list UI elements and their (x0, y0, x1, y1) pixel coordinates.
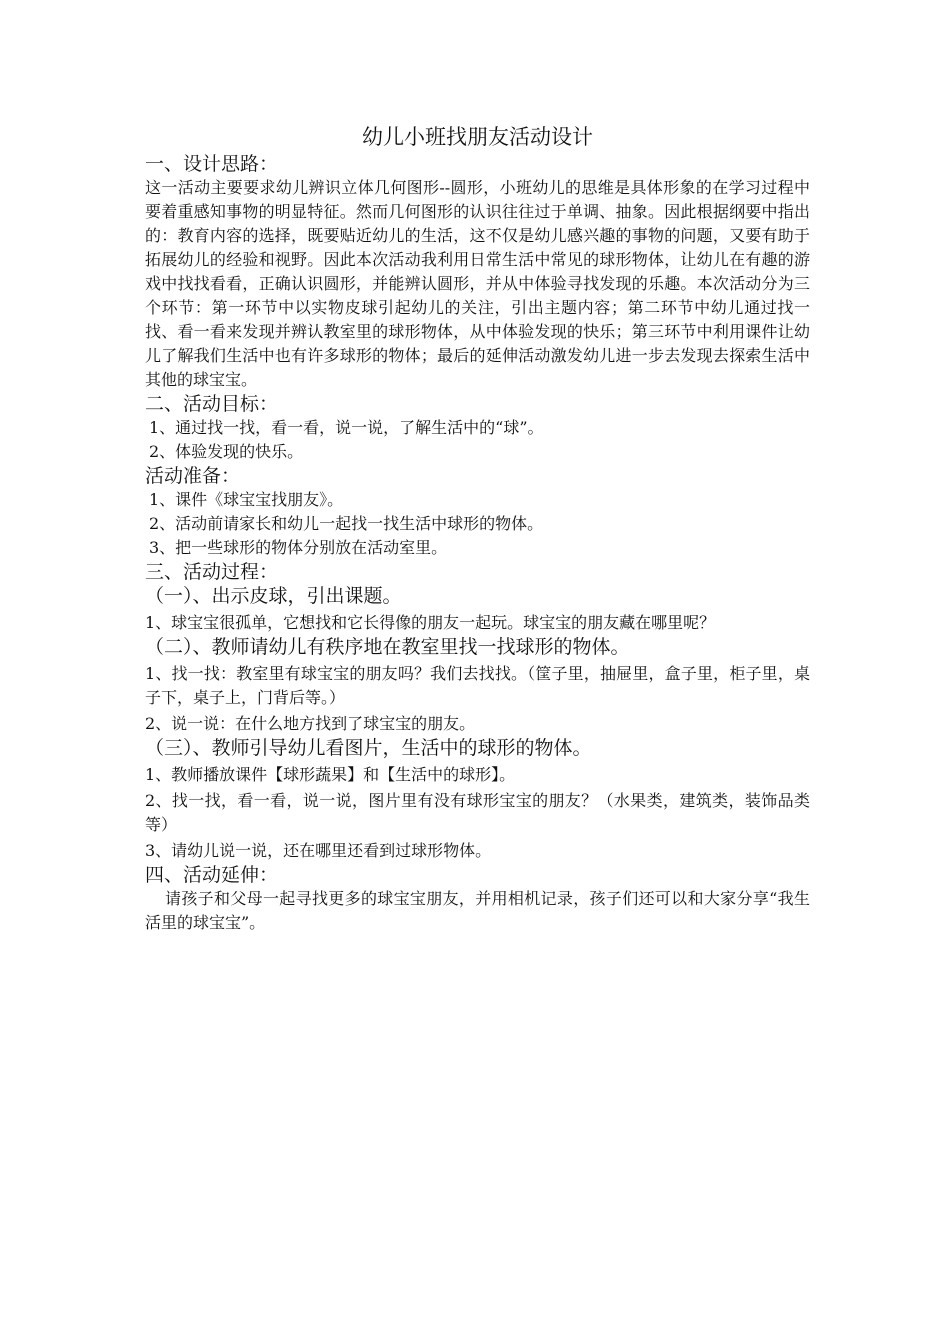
process-part-1-heading: （一）、出示皮球，引出课题。 (145, 585, 402, 607)
process-part-3-item-1: 1、教师播放课件【球形蔬果】和【生活中的球形】。 (145, 765, 516, 784)
process-part-3-item-2: 2、找一找，看一看，说一说，图片里有没有球形宝宝的朋友？（水果类，建筑类，装饰品类等） (145, 791, 810, 834)
preparation-item-3: 3、把一些球形的物体分别放在活动室里。 (149, 538, 448, 557)
document-title: 幼儿小班找朋友活动设计 (362, 125, 593, 149)
process-part-2-heading: （二）、教师请幼儿有秩序地在教室里找一找球形的物体。 (145, 636, 630, 658)
section-heading-preparation: 活动准备： (145, 465, 241, 487)
section-heading-process: 三、活动过程： (145, 561, 279, 583)
section-heading-design-idea: 一、设计思路： (145, 153, 279, 175)
section-heading-extension: 四、活动延伸： (145, 864, 279, 886)
process-part-3-heading: （三）、教师引导幼儿看图片，生活中的球形的物体。 (145, 737, 592, 759)
process-part-2-item-2: 2、说一说：在什么地方找到了球宝宝的朋友。 (145, 714, 476, 733)
section-heading-objectives: 二、活动目标： (145, 393, 279, 415)
extension-paragraph: 请孩子和父母一起寻找更多的球宝宝朋友，并用相机记录，孩子们还可以和大家分享“我生活里的球宝宝”。 (145, 889, 810, 932)
objective-item-1: 1、通过找一找，看一看，说一说，了解生活中的“球”。 (149, 418, 544, 437)
preparation-item-2: 2、活动前请家长和幼儿一起找一找生活中球形的物体。 (149, 514, 544, 533)
objective-item-2: 2、体验发现的快乐。 (149, 442, 304, 461)
process-part-3-item-3: 3、请幼儿说一说，还在哪里还看到过球形物体。 (145, 841, 492, 860)
process-part-1-item-1: 1、球宝宝很孤单，它想找和它长得像的朋友一起玩。球宝宝的朋友藏在哪里呢？ (145, 613, 716, 632)
document-page (145, 122, 810, 935)
design-idea-paragraph: 这一活动主要要求幼儿辨识立体几何图形--圆形，小班幼儿的思维是具体形象的在学习过程中要着重感知事物的明显特征。然而几何图形的认识往往过于单调、抽象。因此根据纲要中指出的：教育内容的选择，既要贴近幼儿的生活，这不仅是幼儿感兴趣的事物的问题，又要有助于拓展幼儿的经验和视野。因此本次活动我利用日常生活中常见的球形物体，让幼儿在有趣的游戏中找找看看，正确认识圆形，并能辨认圆形，并从中体验寻找发现的乐趣。本次活动分为三个环节：第一环节中以实物皮球引起幼儿的关注，引出主题内容；第二环节中幼儿通过找一找、看一看来发现并辨认教室里的球形物体，从中体验发现的快乐；第三环节中利用课件让幼儿了解我们生活中也有许多球形的物体；最后的延伸活动激发幼儿进一步去发现去探索生活中其他的球宝宝。 (145, 178, 810, 389)
preparation-item-1: 1、课件《球宝宝找朋友》。 (149, 490, 344, 509)
process-part-2-item-1: 1、找一找：教室里有球宝宝的朋友吗？我们去找找。（筐子里，抽屉里，盒子里，柜子里，桌子下，桌子上，门背后等。） (145, 664, 810, 707)
